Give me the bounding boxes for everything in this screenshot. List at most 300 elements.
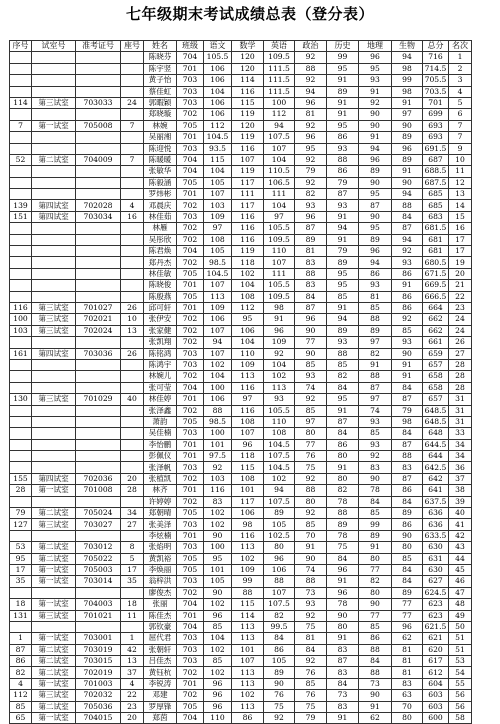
table-cell: 703	[177, 348, 204, 359]
table-cell: 74	[359, 405, 392, 416]
table-cell: 34	[121, 508, 144, 519]
table-cell: 张凯翔	[144, 337, 177, 348]
table-row	[10, 211, 472, 222]
table-cell: 95	[327, 63, 359, 74]
table-cell: 96	[295, 132, 327, 143]
table-cell	[10, 428, 32, 439]
table-cell: 681	[423, 234, 449, 245]
table-cell	[32, 177, 76, 188]
table-cell: 林佳敏	[144, 268, 177, 279]
table-cell: 96	[204, 701, 232, 712]
table-cell: 第四试室	[32, 211, 76, 222]
table-cell: 35	[10, 576, 32, 587]
table-cell: 28	[449, 371, 472, 382]
table-cell: 113	[232, 667, 264, 678]
table-cell	[10, 257, 32, 268]
table-cell	[32, 496, 76, 507]
table-cell: 84	[359, 496, 392, 507]
table-cell: 79	[10, 508, 32, 519]
table-cell: 75	[264, 701, 295, 712]
table-row	[10, 280, 472, 291]
table-cell: 90	[359, 599, 392, 610]
table-cell	[10, 416, 32, 427]
table-cell: 黄凯裕	[144, 553, 177, 564]
table-cell	[121, 257, 144, 268]
table-cell: 118	[232, 257, 264, 268]
table-cell: 第一试室	[32, 576, 76, 587]
table-cell: 161	[10, 348, 32, 359]
table-cell: 702	[177, 325, 204, 336]
page-title: 七年级期末考试成绩总表（登分表）	[125, 5, 374, 23]
table-cell	[32, 382, 76, 393]
table-cell: 92	[392, 314, 423, 325]
table-cell: 85	[295, 405, 327, 416]
table-cell: 89	[264, 508, 295, 519]
table-cell: 陈佳杰	[144, 610, 177, 621]
table-row	[10, 405, 472, 416]
table-cell: 111.5	[264, 86, 295, 97]
table-cell: 92	[295, 120, 327, 131]
table-cell	[32, 189, 76, 200]
table-cell: 127	[10, 519, 32, 530]
table-cell: 93	[327, 200, 359, 211]
table-cell: 702	[177, 314, 204, 325]
table-cell: 91	[327, 633, 359, 644]
table-cell: 704	[177, 713, 204, 724]
table-cell	[121, 621, 144, 632]
table-row	[10, 530, 472, 541]
table-cell: 102	[232, 690, 264, 701]
table-cell	[121, 246, 144, 257]
table-cell: 83	[392, 462, 423, 473]
table-cell: 44	[449, 553, 472, 564]
table-row	[10, 348, 472, 359]
table-cell	[32, 416, 76, 427]
table-cell	[10, 86, 32, 97]
table-cell: 110	[264, 246, 295, 257]
table-cell: 53	[449, 656, 472, 667]
table-cell: 662	[423, 325, 449, 336]
table-cell	[10, 530, 32, 541]
table-cell	[121, 439, 144, 450]
table-cell	[121, 416, 144, 427]
table-cell: 701	[177, 189, 204, 200]
table-cell: 21	[449, 280, 472, 291]
table-cell: 703	[177, 143, 204, 154]
table-cell: 76	[264, 690, 295, 701]
table-cell: 88	[392, 451, 423, 462]
table-cell: 84	[327, 678, 359, 689]
table-cell: 76	[295, 667, 327, 678]
table-row	[10, 519, 472, 530]
table-cell: 89	[392, 132, 423, 143]
table-cell: 蔡佳虹	[144, 86, 177, 97]
table-row	[10, 302, 472, 313]
table-cell: 107	[204, 189, 232, 200]
table-cell: 705	[177, 120, 204, 131]
table-cell: 84	[359, 656, 392, 667]
table-cell: 第三试室	[32, 394, 76, 405]
table-cell: 85	[392, 325, 423, 336]
table-cell	[10, 109, 32, 120]
table-cell: 642.5	[423, 462, 449, 473]
table-cell: 87	[10, 644, 32, 655]
table-cell: 34	[449, 451, 472, 462]
table-cell: 88	[204, 405, 232, 416]
column-header: 姓名	[144, 41, 177, 52]
table-cell: 第二试室	[32, 701, 76, 712]
table-cell: 93.5	[204, 143, 232, 154]
table-cell: 623	[423, 599, 449, 610]
table-row	[10, 382, 472, 393]
table-cell: 88	[295, 485, 327, 496]
table-cell: 88	[327, 508, 359, 519]
table-cell: 703	[177, 633, 204, 644]
table-cell: 92	[359, 451, 392, 462]
column-header: 数学	[232, 41, 264, 52]
table-cell: 40	[449, 508, 472, 519]
table-cell: 86	[359, 633, 392, 644]
table-cell: 58	[449, 713, 472, 724]
table-cell: 658	[423, 382, 449, 393]
table-cell: 106.5	[264, 177, 295, 188]
table-cell: 9	[449, 143, 472, 154]
table-cell: 76	[295, 690, 327, 701]
table-cell: 702021	[76, 314, 121, 325]
table-cell: 86	[327, 439, 359, 450]
table-cell: 94	[295, 86, 327, 97]
table-cell: 102	[232, 553, 264, 564]
table-cell: 106	[232, 325, 264, 336]
table-cell: 117	[232, 496, 264, 507]
table-cell: 705036	[76, 701, 121, 712]
table-cell: 116	[232, 234, 264, 245]
table-row	[10, 576, 472, 587]
table-cell: 701	[177, 132, 204, 143]
table-cell: 93	[295, 371, 327, 382]
table-cell: 102	[204, 508, 232, 519]
table-cell: 648.5	[423, 405, 449, 416]
table-cell: 郑晓璇	[144, 109, 177, 120]
table-cell: 114	[10, 97, 32, 108]
table-cell	[121, 462, 144, 473]
table-cell: 26	[121, 348, 144, 359]
table-cell	[76, 246, 121, 257]
table-cell: 704	[177, 166, 204, 177]
table-cell: 104	[264, 154, 295, 165]
table-cell: 95	[327, 120, 359, 131]
table-cell: 许婷婷	[144, 496, 177, 507]
table-cell: 第四试室	[32, 348, 76, 359]
table-cell: 79	[392, 405, 423, 416]
table-row	[10, 52, 472, 63]
table-cell	[32, 63, 76, 74]
column-header: 试室号	[32, 41, 76, 52]
table-cell: 699	[423, 109, 449, 120]
table-cell: 翁梓洪	[144, 576, 177, 587]
column-header: 语文	[204, 41, 232, 52]
table-cell: 641	[423, 485, 449, 496]
table-cell: 109.5	[264, 291, 295, 302]
table-cell: 91	[392, 280, 423, 291]
table-cell: 108	[232, 291, 264, 302]
table-row	[10, 496, 472, 507]
table-row	[10, 325, 472, 336]
table-cell: 26	[121, 302, 144, 313]
table-cell: 702	[177, 473, 204, 484]
table-cell: 91	[359, 86, 392, 97]
table-cell: 张朝轩	[144, 644, 177, 655]
table-cell: 91	[327, 302, 359, 313]
table-cell: 91	[359, 701, 392, 712]
table-cell: 89	[327, 257, 359, 268]
table-cell: 110.5	[264, 166, 295, 177]
table-cell: 84	[392, 496, 423, 507]
table-cell: 703	[177, 428, 204, 439]
table-row	[10, 633, 472, 644]
table-cell: 98.5	[204, 257, 232, 268]
table-cell	[32, 52, 76, 63]
table-cell: 116	[232, 223, 264, 234]
table-cell: 111	[232, 189, 264, 200]
table-cell: 703027	[76, 519, 121, 530]
table-cell: 116	[232, 143, 264, 154]
table-cell: 65	[10, 713, 32, 724]
table-cell: 94	[204, 337, 232, 348]
table-cell	[76, 109, 121, 120]
table-cell: 88	[295, 268, 327, 279]
table-cell: 702	[177, 405, 204, 416]
table-cell	[10, 177, 32, 188]
table-cell	[76, 382, 121, 393]
table-cell: 陈迎悦	[144, 143, 177, 154]
table-cell	[76, 291, 121, 302]
column-header: 序号	[10, 41, 32, 52]
table-cell: 92	[392, 246, 423, 257]
table-row	[10, 485, 472, 496]
table-cell: 103	[10, 325, 32, 336]
table-cell: 90	[359, 109, 392, 120]
table-cell: 702024	[76, 325, 121, 336]
table-row	[10, 439, 472, 450]
table-cell	[10, 75, 32, 86]
table-cell: 第三试室	[32, 302, 76, 313]
table-cell: 104	[204, 633, 232, 644]
table-cell	[76, 337, 121, 348]
table-cell: 105	[264, 656, 295, 667]
table-cell	[76, 428, 121, 439]
table-cell	[121, 530, 144, 541]
table-cell: 89	[392, 154, 423, 165]
table-cell: 91	[359, 359, 392, 370]
table-cell	[32, 257, 76, 268]
table-cell: 621.5	[423, 621, 449, 632]
table-cell: 第二试室	[32, 656, 76, 667]
table-cell: 李炫楠	[144, 530, 177, 541]
table-cell: 郭钦豪	[144, 621, 177, 632]
table-cell: 114	[232, 75, 264, 86]
column-header: 座号	[121, 41, 144, 52]
table-cell: 107	[204, 325, 232, 336]
table-cell: 106	[204, 75, 232, 86]
table-cell: 92	[264, 713, 295, 724]
table-cell	[121, 189, 144, 200]
table-cell	[121, 143, 144, 154]
table-cell: 100	[10, 314, 32, 325]
table-cell: 91	[392, 359, 423, 370]
table-cell: 82	[295, 189, 327, 200]
table-cell: 28	[449, 359, 472, 370]
table-cell: 93	[359, 439, 392, 450]
column-header: 英语	[264, 41, 295, 52]
table-cell: 陈宇竖	[144, 63, 177, 74]
table-cell: 73	[295, 587, 327, 598]
table-cell: 李怡鹏	[144, 439, 177, 450]
table-cell: 85	[359, 621, 392, 632]
table-cell: 85	[295, 519, 327, 530]
table-cell: 37	[121, 667, 144, 678]
table-cell: 85	[295, 678, 327, 689]
table-cell: 85	[295, 359, 327, 370]
table-cell: 吕佳杰	[144, 656, 177, 667]
table-cell	[32, 405, 76, 416]
table-cell: 104	[204, 86, 232, 97]
table-cell: 45	[449, 564, 472, 575]
table-cell: 107	[264, 257, 295, 268]
table-row	[10, 132, 472, 143]
table-cell: 80	[295, 496, 327, 507]
table-row	[10, 97, 472, 108]
table-row	[10, 291, 472, 302]
table-cell: 84	[295, 644, 327, 655]
table-cell: 91	[392, 97, 423, 108]
table-cell: 87	[359, 382, 392, 393]
table-cell	[76, 359, 121, 370]
table-cell: 106	[204, 63, 232, 74]
table-cell: 95	[232, 314, 264, 325]
table-cell: 86	[392, 302, 423, 313]
table-cell: 43	[449, 542, 472, 553]
table-cell: 84	[295, 291, 327, 302]
score-table	[9, 40, 472, 724]
table-cell: 657	[423, 359, 449, 370]
table-cell	[10, 52, 32, 63]
table-cell: 109	[204, 302, 232, 313]
table-cell: 77	[392, 610, 423, 621]
table-row	[10, 473, 472, 484]
table-cell	[76, 462, 121, 473]
table-cell: 104	[264, 200, 295, 211]
table-cell: 85	[10, 701, 32, 712]
table-cell: 98	[392, 86, 423, 97]
table-cell: 631	[423, 553, 449, 564]
table-row	[10, 75, 472, 86]
table-cell	[121, 223, 144, 234]
table-cell: 陈晓俊	[144, 280, 177, 291]
table-cell: 70	[392, 701, 423, 712]
table-cell	[76, 234, 121, 245]
table-cell: 112	[10, 690, 32, 701]
table-cell	[121, 52, 144, 63]
table-cell: 98	[232, 519, 264, 530]
table-cell: 87	[392, 394, 423, 405]
table-cell: 54	[449, 667, 472, 678]
table-cell: 34	[449, 439, 472, 450]
table-cell: 90	[392, 530, 423, 541]
table-cell: 106	[232, 508, 264, 519]
table-cell	[121, 587, 144, 598]
table-cell: 693	[423, 120, 449, 131]
table-cell: 94	[264, 120, 295, 131]
table-cell: 93	[392, 257, 423, 268]
table-cell: 633.5	[423, 530, 449, 541]
table-cell: 郑丹杰	[144, 257, 177, 268]
table-cell: 701	[177, 610, 204, 621]
table-cell: 104.5	[264, 462, 295, 473]
table-cell	[32, 359, 76, 370]
table-cell: 93	[327, 143, 359, 154]
table-cell: 39	[449, 496, 472, 507]
table-cell: 644	[423, 451, 449, 462]
table-cell: 702	[177, 496, 204, 507]
table-cell: 85	[327, 291, 359, 302]
table-cell: 687.5	[423, 177, 449, 188]
table-cell: 彭佩仪	[144, 451, 177, 462]
table-cell: 703	[177, 75, 204, 86]
table-cell: 91	[359, 542, 392, 553]
table-cell: 47	[449, 587, 472, 598]
table-cell: 704	[177, 246, 204, 257]
table-cell: 107.5	[264, 599, 295, 610]
table-cell: 林婉	[144, 120, 177, 131]
table-cell: 105.5	[264, 223, 295, 234]
table-cell: 第二试室	[32, 644, 76, 655]
table-cell: 703	[177, 576, 204, 587]
table-cell: 85	[204, 621, 232, 632]
table-cell	[121, 234, 144, 245]
table-cell: 714.5	[423, 63, 449, 74]
table-cell	[32, 371, 76, 382]
table-cell: 105	[264, 519, 295, 530]
table-cell	[121, 280, 144, 291]
table-cell: 80	[359, 553, 392, 564]
table-cell: 703	[177, 656, 204, 667]
table-cell: 89	[359, 166, 392, 177]
table-cell: 681.5	[423, 223, 449, 234]
table-cell	[10, 132, 32, 143]
table-cell: 22	[121, 690, 144, 701]
table-cell	[32, 75, 76, 86]
table-cell: 93	[327, 337, 359, 348]
table-cell: 666.5	[423, 291, 449, 302]
table-cell	[10, 223, 32, 234]
table-cell: 110	[232, 348, 264, 359]
table-cell: 96	[232, 439, 264, 450]
table-cell	[32, 337, 76, 348]
table-cell: 105.5	[264, 280, 295, 291]
table-cell: 107	[232, 154, 264, 165]
table-cell: 88	[295, 576, 327, 587]
table-cell: 42	[121, 644, 144, 655]
table-cell: 97.5	[204, 451, 232, 462]
table-cell: 89	[264, 667, 295, 678]
table-cell: 96	[264, 325, 295, 336]
table-cell: 屈代君	[144, 633, 177, 644]
table-cell	[76, 63, 121, 74]
table-cell: 116	[10, 302, 32, 313]
table-row	[10, 644, 472, 655]
table-row	[10, 166, 472, 177]
